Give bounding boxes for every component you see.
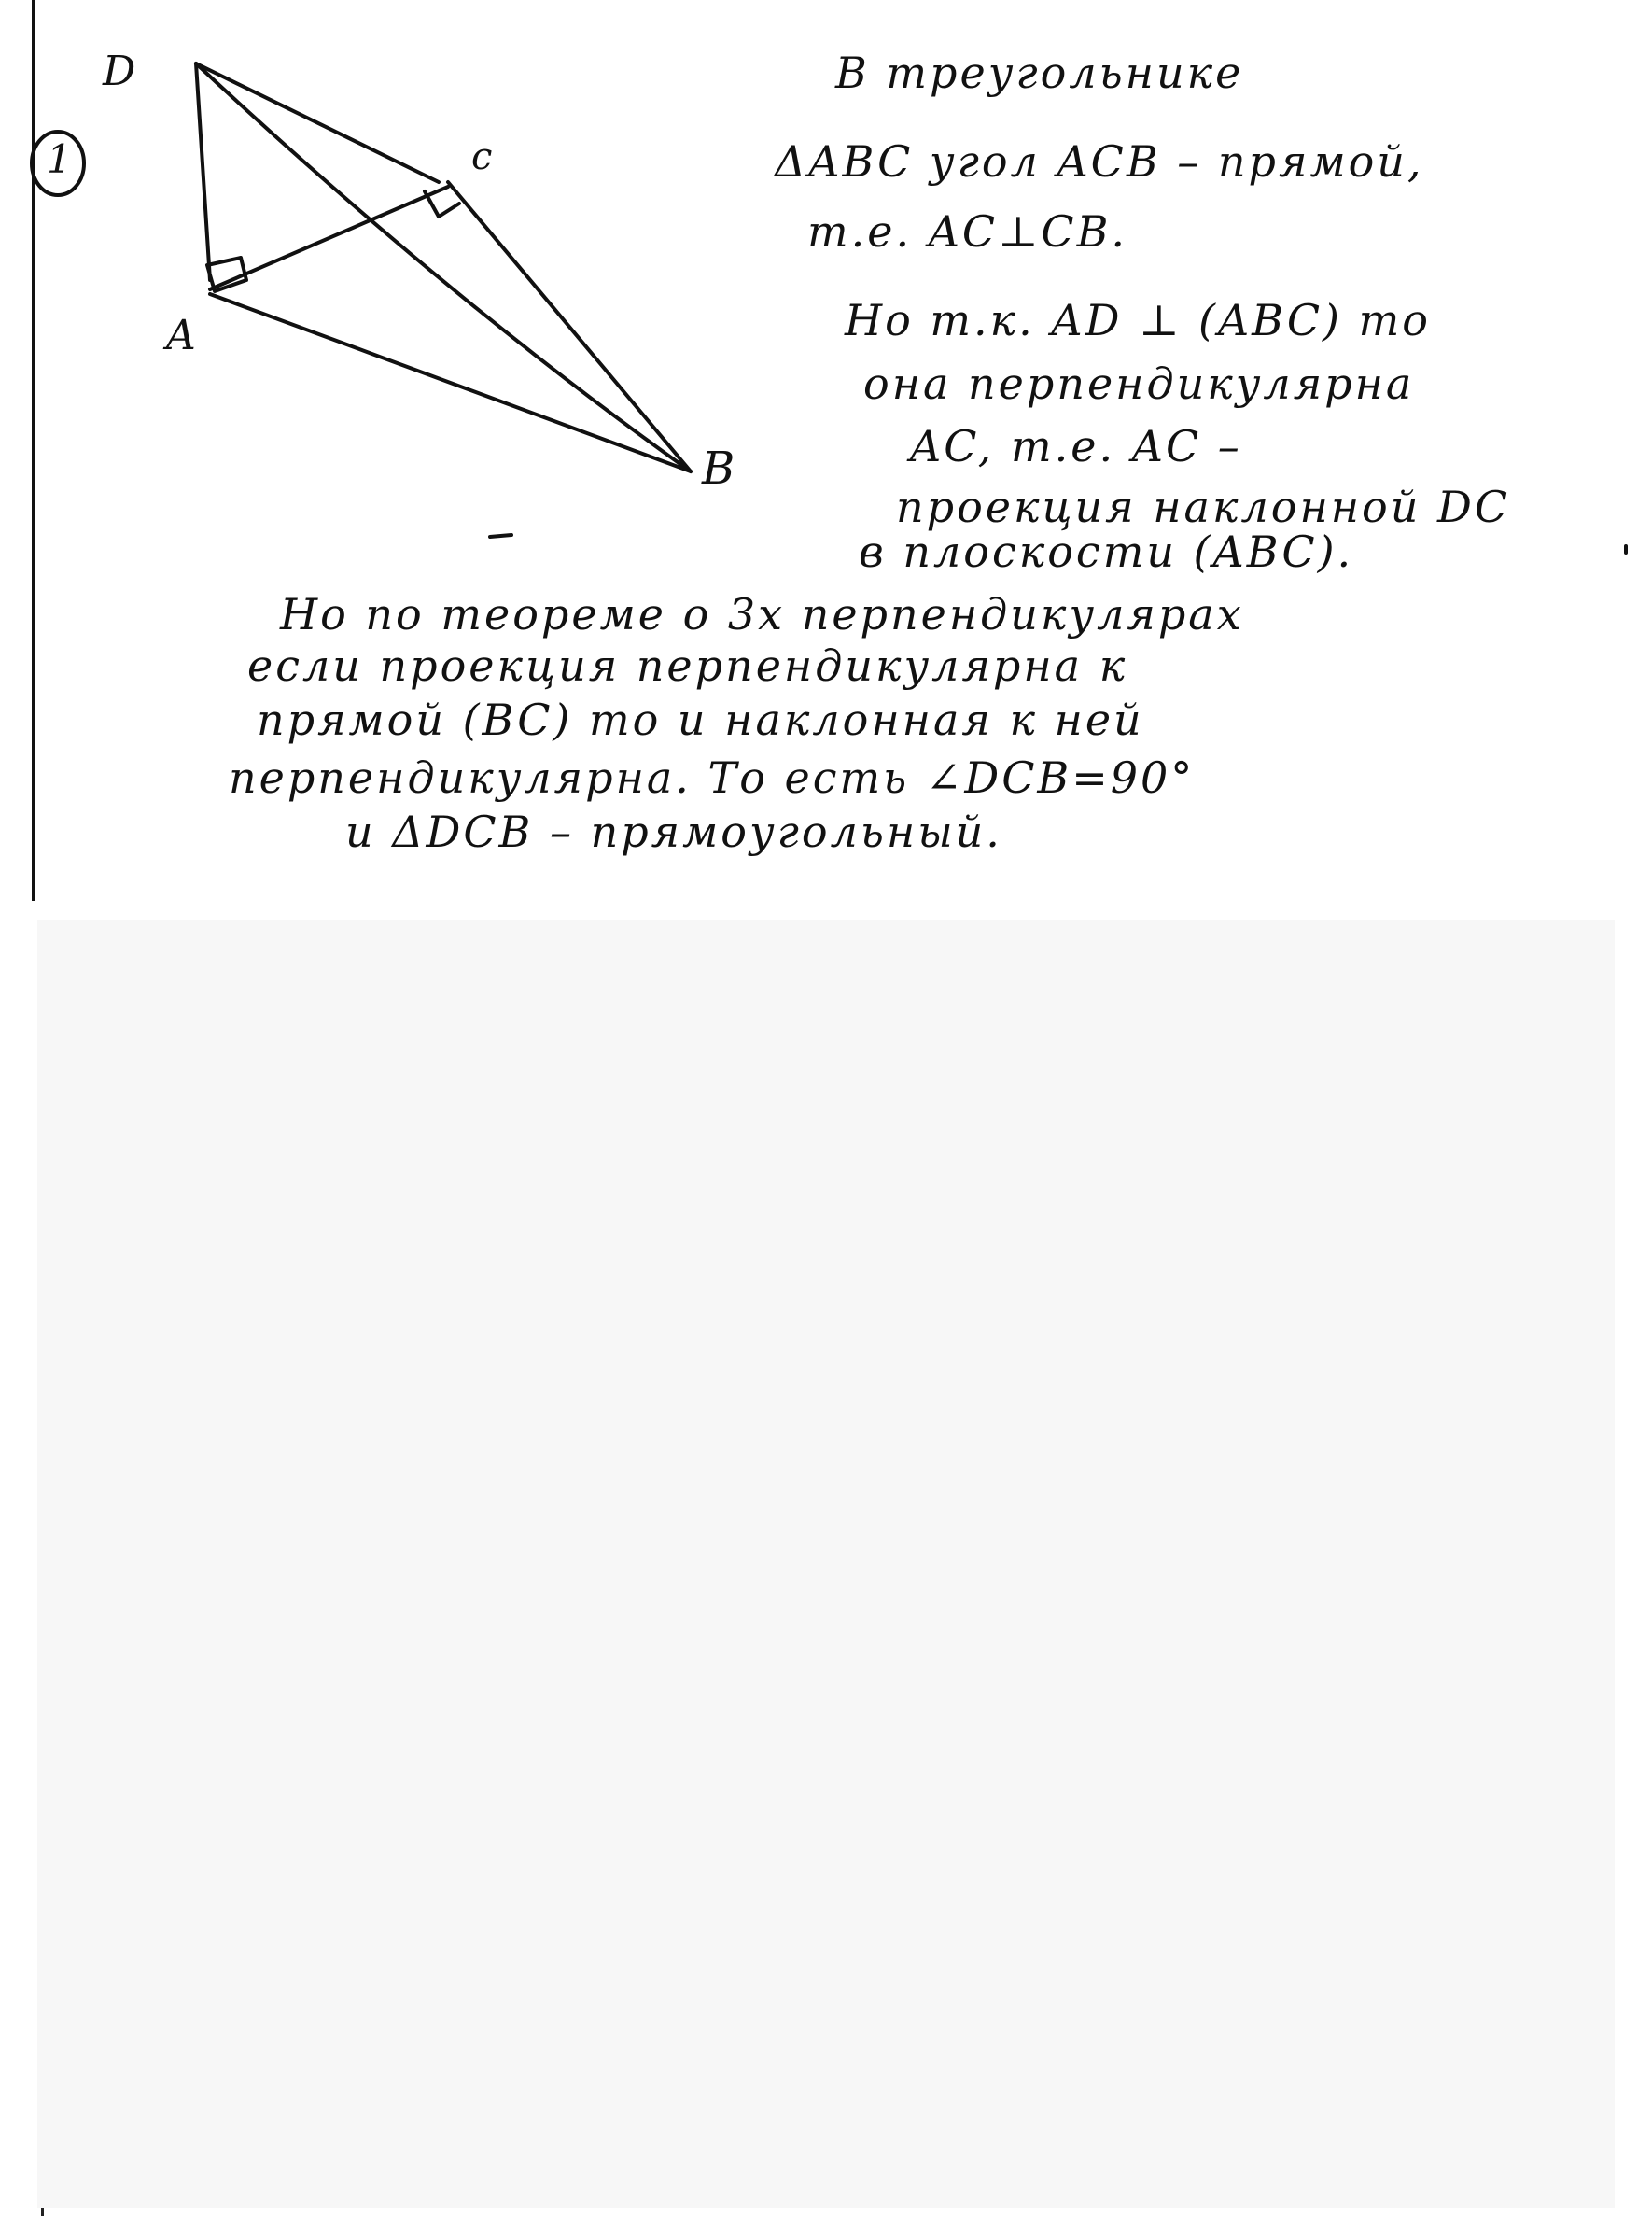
text-line-1: В треугольнике	[835, 48, 1244, 98]
vertex-label-A: A	[166, 312, 196, 359]
text-line-9: Но по теореме о 3х перпендикулярах	[280, 589, 1244, 640]
text-line-7: проекция наклонной DC	[896, 482, 1511, 532]
text-line-3: т.е. AC⊥CB.	[807, 206, 1128, 257]
text-line-10: если проекция перпендикулярна к	[247, 640, 1128, 691]
problem-number: 1	[47, 136, 72, 182]
vertex-label-B: B	[702, 443, 735, 495]
text-line-11: прямой (BC) то и наклонная к ней	[257, 695, 1144, 745]
vertex-label-D: D	[103, 48, 136, 95]
text-line-2: ΔABC угол ACB – прямой,	[775, 136, 1424, 187]
text-line-8: в плоскости (ABC).	[859, 527, 1354, 577]
stray-mark	[490, 535, 511, 537]
text-line-12: перпендикулярна. То есть ∠DCB=90°	[229, 752, 1196, 803]
text-line-6: AC, т.е. AC –	[910, 421, 1242, 471]
edge-DC	[196, 63, 439, 182]
vertex-label-C: c	[471, 135, 493, 178]
text-line-13: и ΔDCB – прямоугольный.	[345, 807, 1002, 857]
faded-bleed-through-area	[37, 920, 1615, 2208]
edge-DB	[196, 63, 691, 471]
edge-DA	[196, 63, 210, 280]
text-line-5: она перпендикулярна	[863, 358, 1415, 409]
text-line-4: Но т.к. AD ⊥ (ABC) то	[845, 295, 1431, 345]
